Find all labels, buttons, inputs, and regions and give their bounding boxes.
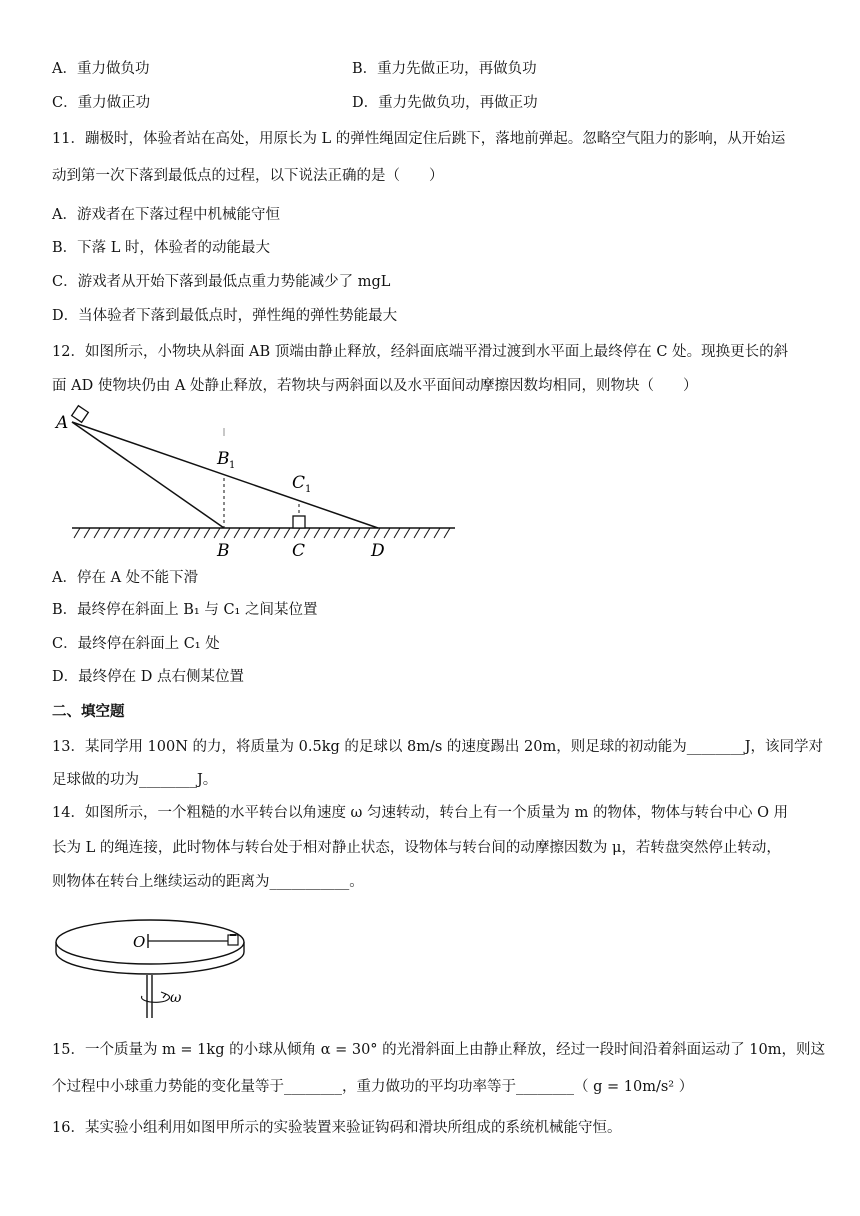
turntable-figure (0, 905, 300, 1025)
q14-line3: 则物体在转台上继续运动的距离为___________。 (52, 874, 364, 890)
q13-line2: 足球做的功为________J。 (52, 772, 218, 788)
turntable-top (56, 920, 244, 964)
q14-line1: 14．如图所示，一个粗糙的水平转台以角速度 ω 匀速转动，转台上有一个质量为 m 的物体，物体与转台中心 O 用 (52, 805, 789, 821)
q10-option-a: A．重力做负功 (52, 61, 150, 77)
q11-stem-line2: 动到第一次下落到最低点的过程，以下说法正确的是（ ） (52, 168, 444, 184)
section-title: 二、填空题 (52, 703, 125, 720)
label-a: A (56, 413, 69, 433)
q11-option-d: D．当体验者下落到最低点时，弹性绳的弹性势能最大 (52, 308, 398, 324)
q11-option-c: C．游戏者从开始下落到最低点重力势能减少了 mgL (52, 274, 391, 290)
label-b1-sub: 1 (229, 460, 236, 471)
block-at-a (72, 406, 89, 423)
q10-option-c: C．重力做正功 (52, 95, 151, 111)
omega-label: ω (170, 990, 182, 1006)
q12-option-b: B．最终停在斜面上 B₁ 与 C₁ 之间某位置 (52, 602, 318, 618)
q10-option-b: B．重力先做正功，再做负功 (352, 61, 537, 77)
ground-hatching (74, 528, 450, 538)
label-d: D (371, 541, 385, 561)
q12-stem-line1: 12．如图所示，小物块从斜面 AB 顶端由静止释放，经斜面底端平滑过渡到水平面上最终停在 C 处。现换更长的斜 (52, 344, 789, 360)
q12-option-a: A．停在 A 处不能下滑 (52, 570, 199, 586)
label-o: O (133, 933, 146, 951)
label-c: C (292, 541, 306, 561)
q11-stem-line1: 11．蹦极时，体验者站在高处，用原长为 L 的弹性绳固定住后跳下，落地前弹起。忽略空气阻力的影响，从开始运 (52, 131, 786, 147)
q15-line2: 个过程中小球重力势能的变化量等于________，重力做功的平均功率等于________（ g = 10m/s² ） (52, 1079, 694, 1095)
label-c1-sub: 1 (305, 484, 312, 495)
incline-ad (72, 422, 378, 528)
q15-line1: 15．一个质量为 m = 1kg 的小球从倾角 α = 30° 的光滑斜面上由静止释放，经过一段时间沿着斜面运动了 10m，则这 (52, 1042, 825, 1058)
q13-line1: 13．某同学用 100N 的力，将质量为 0.5kg 的足球以 8m/s 的速度踢出 20m，则足球的初动能为________J，该同学对 (52, 739, 824, 755)
label-c1: C (292, 473, 306, 493)
object-block (228, 935, 238, 945)
q11-option-b: B．下落 L 时，体验者的动能最大 (52, 240, 271, 256)
q10-option-d: D．重力先做负功，再做正功 (352, 95, 538, 111)
arrow-head (161, 992, 166, 998)
q14-line2: 长为 L 的绳连接，此时物体与转台处于相对静止状态，设物体与转台间的动摩擦因数为 μ，若转盘突然停止转动， (52, 840, 781, 856)
incline-figure (0, 400, 470, 562)
q16-line1: 16．某实验小组利用如图甲所示的实验装置来验证钩码和滑块所组成的系统机械能守恒。 (52, 1120, 622, 1136)
label-b1: B (217, 449, 230, 469)
incline-ab (72, 422, 224, 528)
q12-option-d: D．最终停在 D 点右侧某位置 (52, 669, 244, 685)
q12-stem-line2: 面 AD 使物块仍由 A 处静止释放，若物块与两斜面以及水平面间动摩擦因数均相同，则物块（ ） (52, 378, 698, 394)
q12-option-c: C．最终停在斜面上 C₁ 处 (52, 636, 220, 652)
block-at-c (293, 516, 305, 528)
label-b: B (217, 541, 230, 561)
q11-option-a: A．游戏者在下落过程中机械能守恒 (52, 207, 280, 223)
